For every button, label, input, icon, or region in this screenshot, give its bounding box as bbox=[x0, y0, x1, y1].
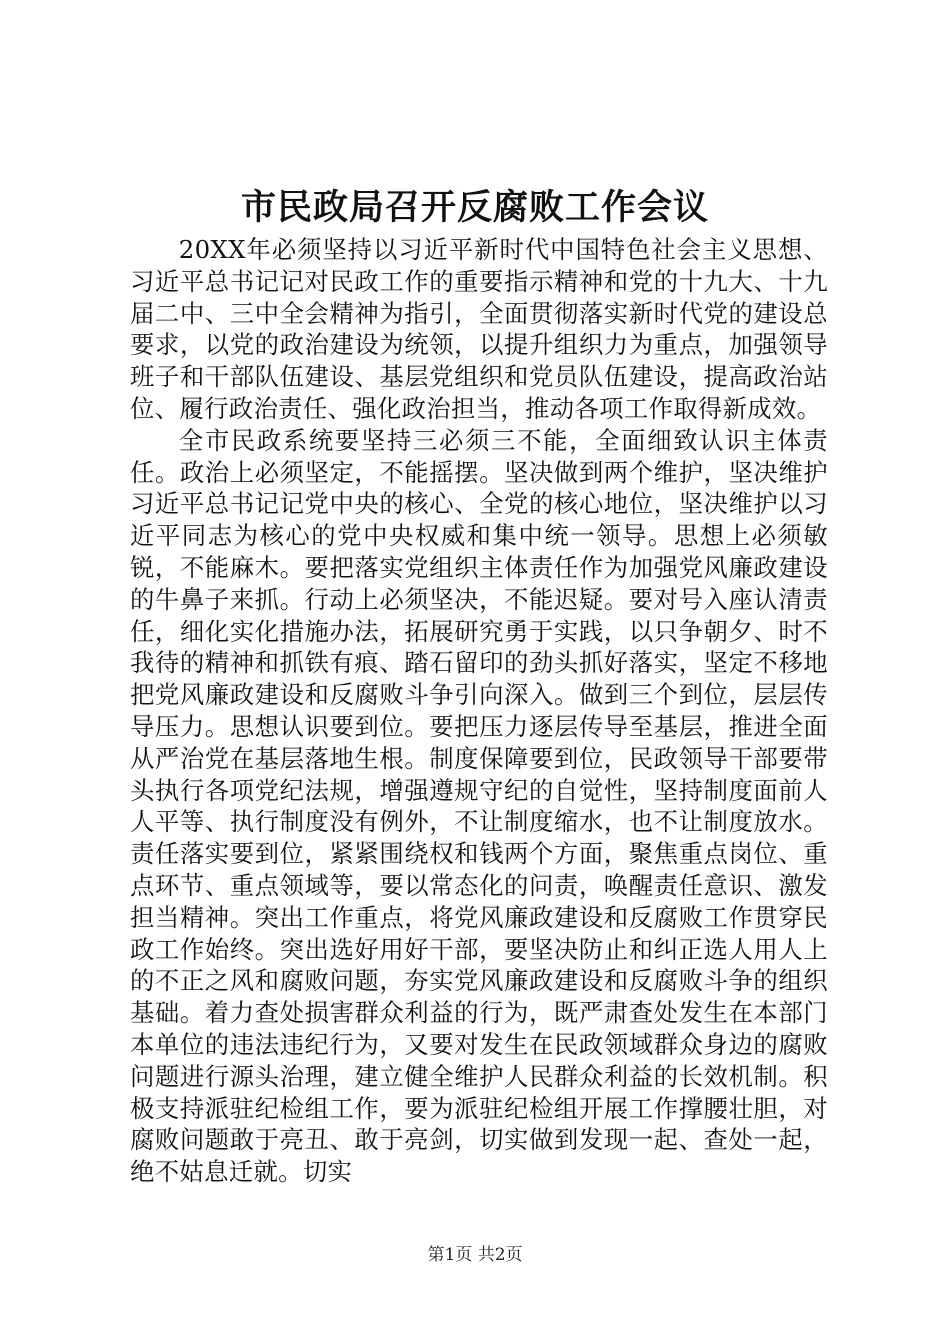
paragraph-1: 20XX年必须坚持以习近平新时代中国特色社会主义思想、习近平总书记记对民政工作的重要指示精神和党的十九大、十九届二中、三中全会精神为指引，全面贯彻落实新时代党的建设总要求，以党的政治建设为统领，以提升组织力为重点，加强领导班子和干部队伍建设、基层党组织和党员队伍建设，提高政治站位、履行政治责任、强化政治担当，推动各项工作取得新成效。 bbox=[130, 235, 828, 423]
paragraph-2: 全市民政系统要坚持三必须三不能，全面细致认识主体责任。政治上必须坚定，不能摇摆。坚决做到两个维护，坚决维护习近平总书记记党中央的核心、全党的核心地位，坚决维护以习近平同志为核心的党中央权威和集中统一领导。思想上必须敏锐，不能麻木。要把落实党组织主体责任作为加强党风廉政建设的牛鼻子来抓。行动上必须坚决，不能迟疑。要对号入座认清责任，细化实化措施办法，拓展研究勇于实践，以只争朝夕、时不我待的精神和抓铁有痕、踏石留印的劲头抓好落实，坚定不移地把党风廉政建设和反腐败斗争引向深入。做到三个到位，层层传导压力。思想认识要到位。要把压力逐层传导至基层，推进全面从严治党在基层落地生根。制度保障要到位，民政领导干部要带头执行各项党纪法规，增强遵规守纪的自觉性，坚持制度面前人人平等、执行制度没有例外，不让制度缩水，也不让制度放水。责任落实要到位，紧紧围绕权和钱两个方面，聚焦重点岗位、重点环节、重点领域等，要以常态化的问责，唤醒责任意识、激发担当精神。突出工作重点，将党风廉政建设和反腐败工作贯穿民政工作始终。突出选好用好干部，要坚决防止和纠正选人用人上的不正之风和腐败问题，夯实党风廉政建设和反腐败斗争的组织基础。着力查处损害群众利益的行为，既严肃查处发生在本部门本单位的违法违纪行为，又要对发生在民政领域群众身边的腐败问题进行源头治理，建立健全维护人民群众利益的长效机制。积极支持派驻纪检组工作，要为派驻纪检组开展工作撑腰壮胆，对腐败问题敢于亮丑、敢于亮剑，切实做到发现一起、查处一起，绝不姑息迁就。切实 bbox=[130, 425, 828, 1187]
page-number-footer: 第1页 共2页 bbox=[427, 1245, 523, 1265]
document-title: 市民政局召开反腐败工作会议 bbox=[240, 187, 709, 228]
document-body bbox=[130, 234, 828, 1188]
